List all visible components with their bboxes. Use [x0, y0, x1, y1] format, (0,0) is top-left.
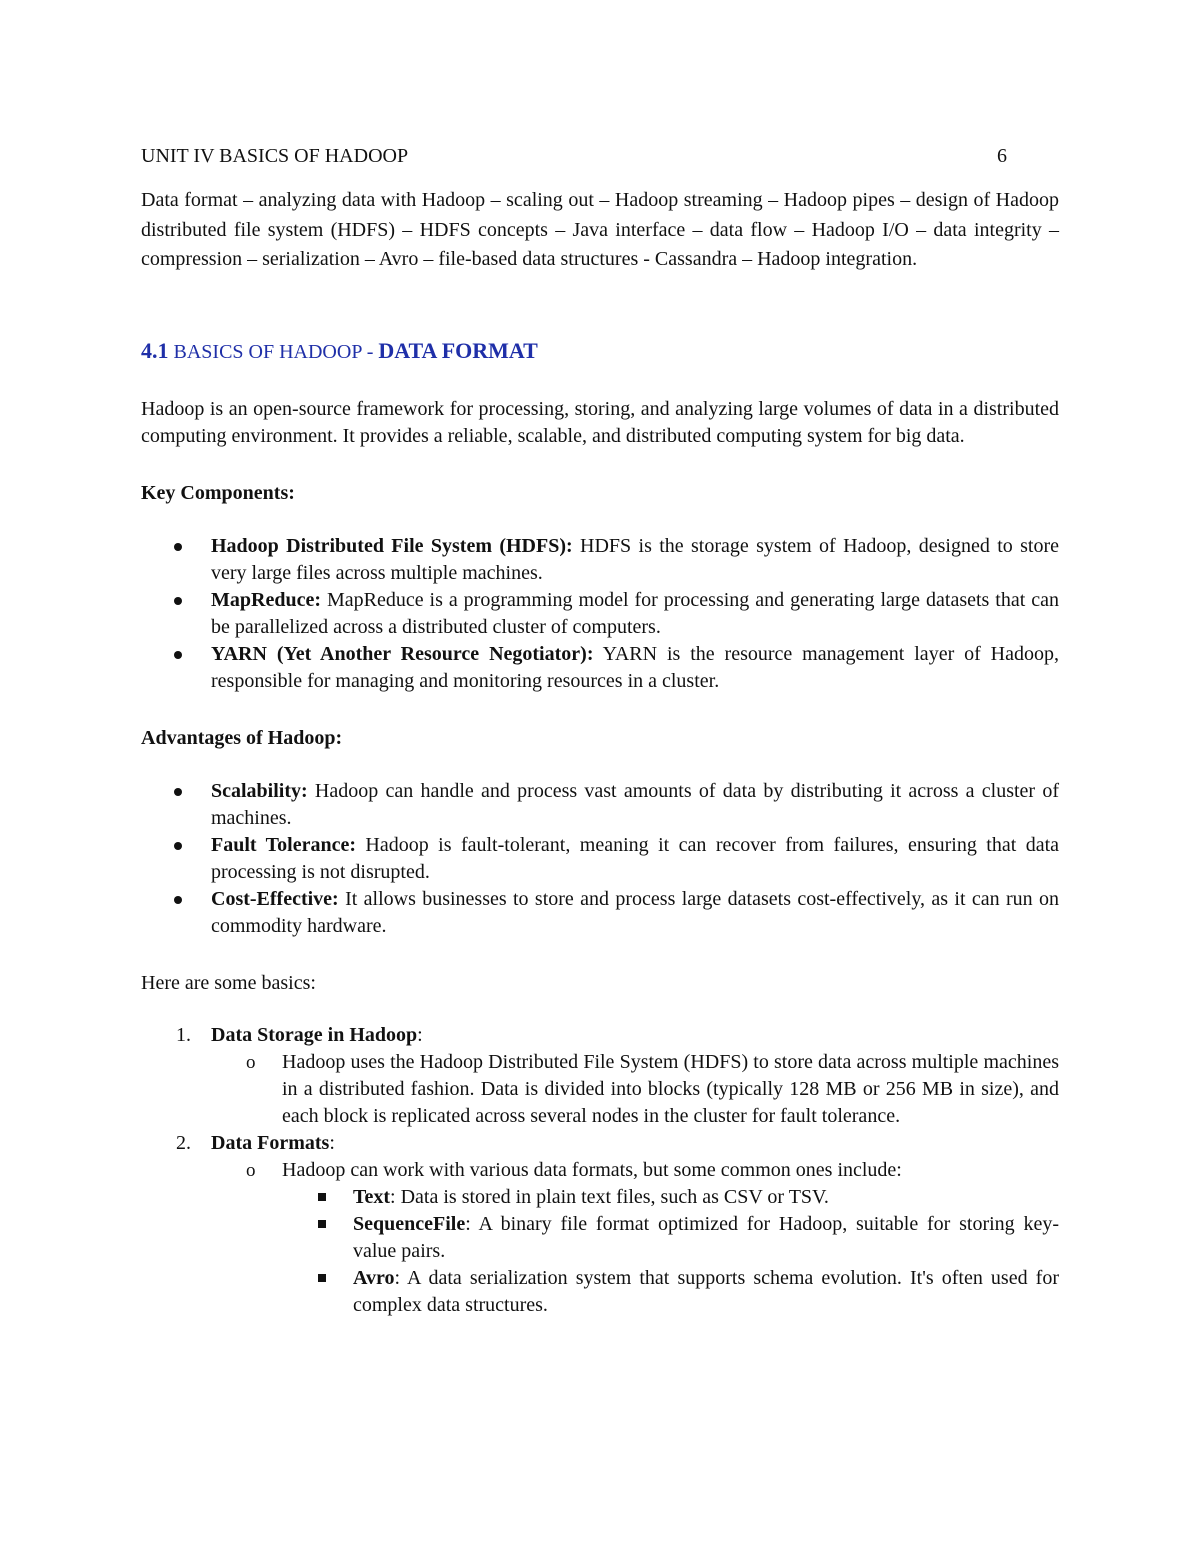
format-item: [353, 1211, 1059, 1265]
format-text: : Data is stored in plain text files, such as CSV or TSV.: [390, 1185, 829, 1208]
format-text: : A binary file format optimized for Hadoop, suitable for storing key-value pairs.: [353, 1212, 1059, 1262]
item-term: Hadoop Distributed File System (HDFS):: [211, 534, 573, 557]
item-colon: :: [417, 1023, 423, 1046]
list-item: [211, 886, 1059, 940]
sub-list: [211, 1157, 1059, 1319]
format-term: SequenceFile: [353, 1212, 466, 1235]
item-text: It allows businesses to store and process large datasets cost-effectively, as it can run on commodity hardware.: [211, 887, 1059, 937]
item-text: YARN is the resource management layer of Hadoop, responsible for managing and monitoring resources in a cluster.: [211, 642, 1059, 692]
list-item: [176, 1022, 1059, 1130]
key-components-heading: Key Components:: [141, 481, 295, 504]
item-text: Hadoop can handle and process vast amounts of data by distributing it across a cluster of machines.: [211, 779, 1059, 829]
sub-item-text: Hadoop uses the Hadoop Distributed File System (HDFS) to store data across multiple machines in a distributed fashion. Data is divided into blocks (typically 128 MB or 256 MB in size), and each block is replicated across several nodes in the cluster for fault tolerance.: [282, 1050, 1059, 1127]
unit-title: UNIT IV BASICS OF HADOOP: [141, 145, 409, 167]
item-text: HDFS is the storage system of Hadoop, designed to store very large files across multiple machines.: [211, 534, 1060, 584]
bullet-icon: [174, 896, 182, 904]
item-term: Fault Tolerance:: [211, 833, 356, 856]
bullet-icon: [174, 543, 182, 551]
section-title-part2: DATA FORMAT: [378, 337, 538, 363]
item-term: MapReduce:: [211, 588, 321, 611]
section-title-part1: BASICS OF HADOOP -: [173, 340, 379, 363]
sub-item-text: Hadoop can work with various data formats, but some common ones include:: [282, 1158, 902, 1181]
advantages-list: [141, 778, 1059, 940]
item-term: YARN (Yet Another Resource Negotiator):: [211, 642, 594, 665]
sub-list-item: [246, 1157, 1059, 1319]
bullet-icon: [174, 597, 182, 605]
square-bullet-icon: [318, 1274, 326, 1282]
list-item: [211, 533, 1059, 587]
item-text: Hadoop is fault-tolerant, meaning it can recover from failures, ensuring that data processing is not disrupted.: [211, 833, 1059, 883]
format-term: Text: [353, 1185, 391, 1208]
format-item: [353, 1184, 1059, 1211]
list-item: [211, 778, 1059, 832]
sub-list-item: [246, 1049, 1059, 1130]
square-bullet-icon: [318, 1220, 326, 1228]
basics-intro: Here are some basics:: [141, 971, 316, 994]
list-item: [211, 641, 1059, 695]
item-term: Scalability:: [211, 779, 308, 802]
key-components-list: [141, 533, 1059, 695]
circle-bullet-icon: o: [246, 1051, 256, 1073]
format-term: Avro: [353, 1266, 395, 1289]
item-term: Data Formats: [211, 1131, 330, 1154]
bullet-icon: [174, 842, 182, 850]
document-page: [141, 142, 1059, 1319]
intro-paragraph: Hadoop is an open-source framework for processing, storing, and analyzing large volumes of data in a distributed computing environment. It provides a reliable, scalable, and distributed computing system for big data.: [141, 397, 1059, 447]
section-title: [141, 337, 1059, 366]
section-number: 4.1: [141, 337, 169, 363]
list-item: [211, 832, 1059, 886]
format-item: [353, 1265, 1059, 1319]
list-item: [211, 587, 1059, 641]
format-text: : A data serialization system that supports schema evolution. It's often used for complex data structures.: [353, 1266, 1059, 1316]
sub-list: [211, 1049, 1059, 1130]
item-term: Data Storage in Hadoop: [211, 1023, 418, 1046]
square-bullet-icon: [318, 1193, 326, 1201]
unit-number: 6: [997, 145, 1007, 167]
item-term: Cost-Effective:: [211, 887, 339, 910]
syllabus-text: Data format – analyzing data with Hadoop – scaling out – Hadoop streaming – Hadoop pipes – design of Hadoop distributed file system (HDFS) – HDFS concepts – Java interface – data flow – Hadoop I/O – data integrity – compression – serialization – Avro – file-based data structures - Cassandra – Hadoop integration.: [141, 189, 1059, 270]
item-colon: :: [329, 1131, 335, 1154]
bullet-icon: [174, 788, 182, 796]
list-item: [176, 1130, 1059, 1319]
format-list: [282, 1184, 1059, 1319]
item-text: MapReduce is a programming model for processing and generating large datasets that can be parallelized across a distributed cluster of computers.: [211, 588, 1059, 638]
list-number: 1.: [176, 1023, 191, 1046]
advantages-heading: Advantages of Hadoop:: [141, 726, 343, 749]
list-number: 2.: [176, 1131, 191, 1154]
unit-header: [141, 142, 1059, 170]
bullet-icon: [174, 651, 182, 659]
circle-bullet-icon: o: [246, 1159, 256, 1181]
basics-list: [141, 1022, 1059, 1319]
